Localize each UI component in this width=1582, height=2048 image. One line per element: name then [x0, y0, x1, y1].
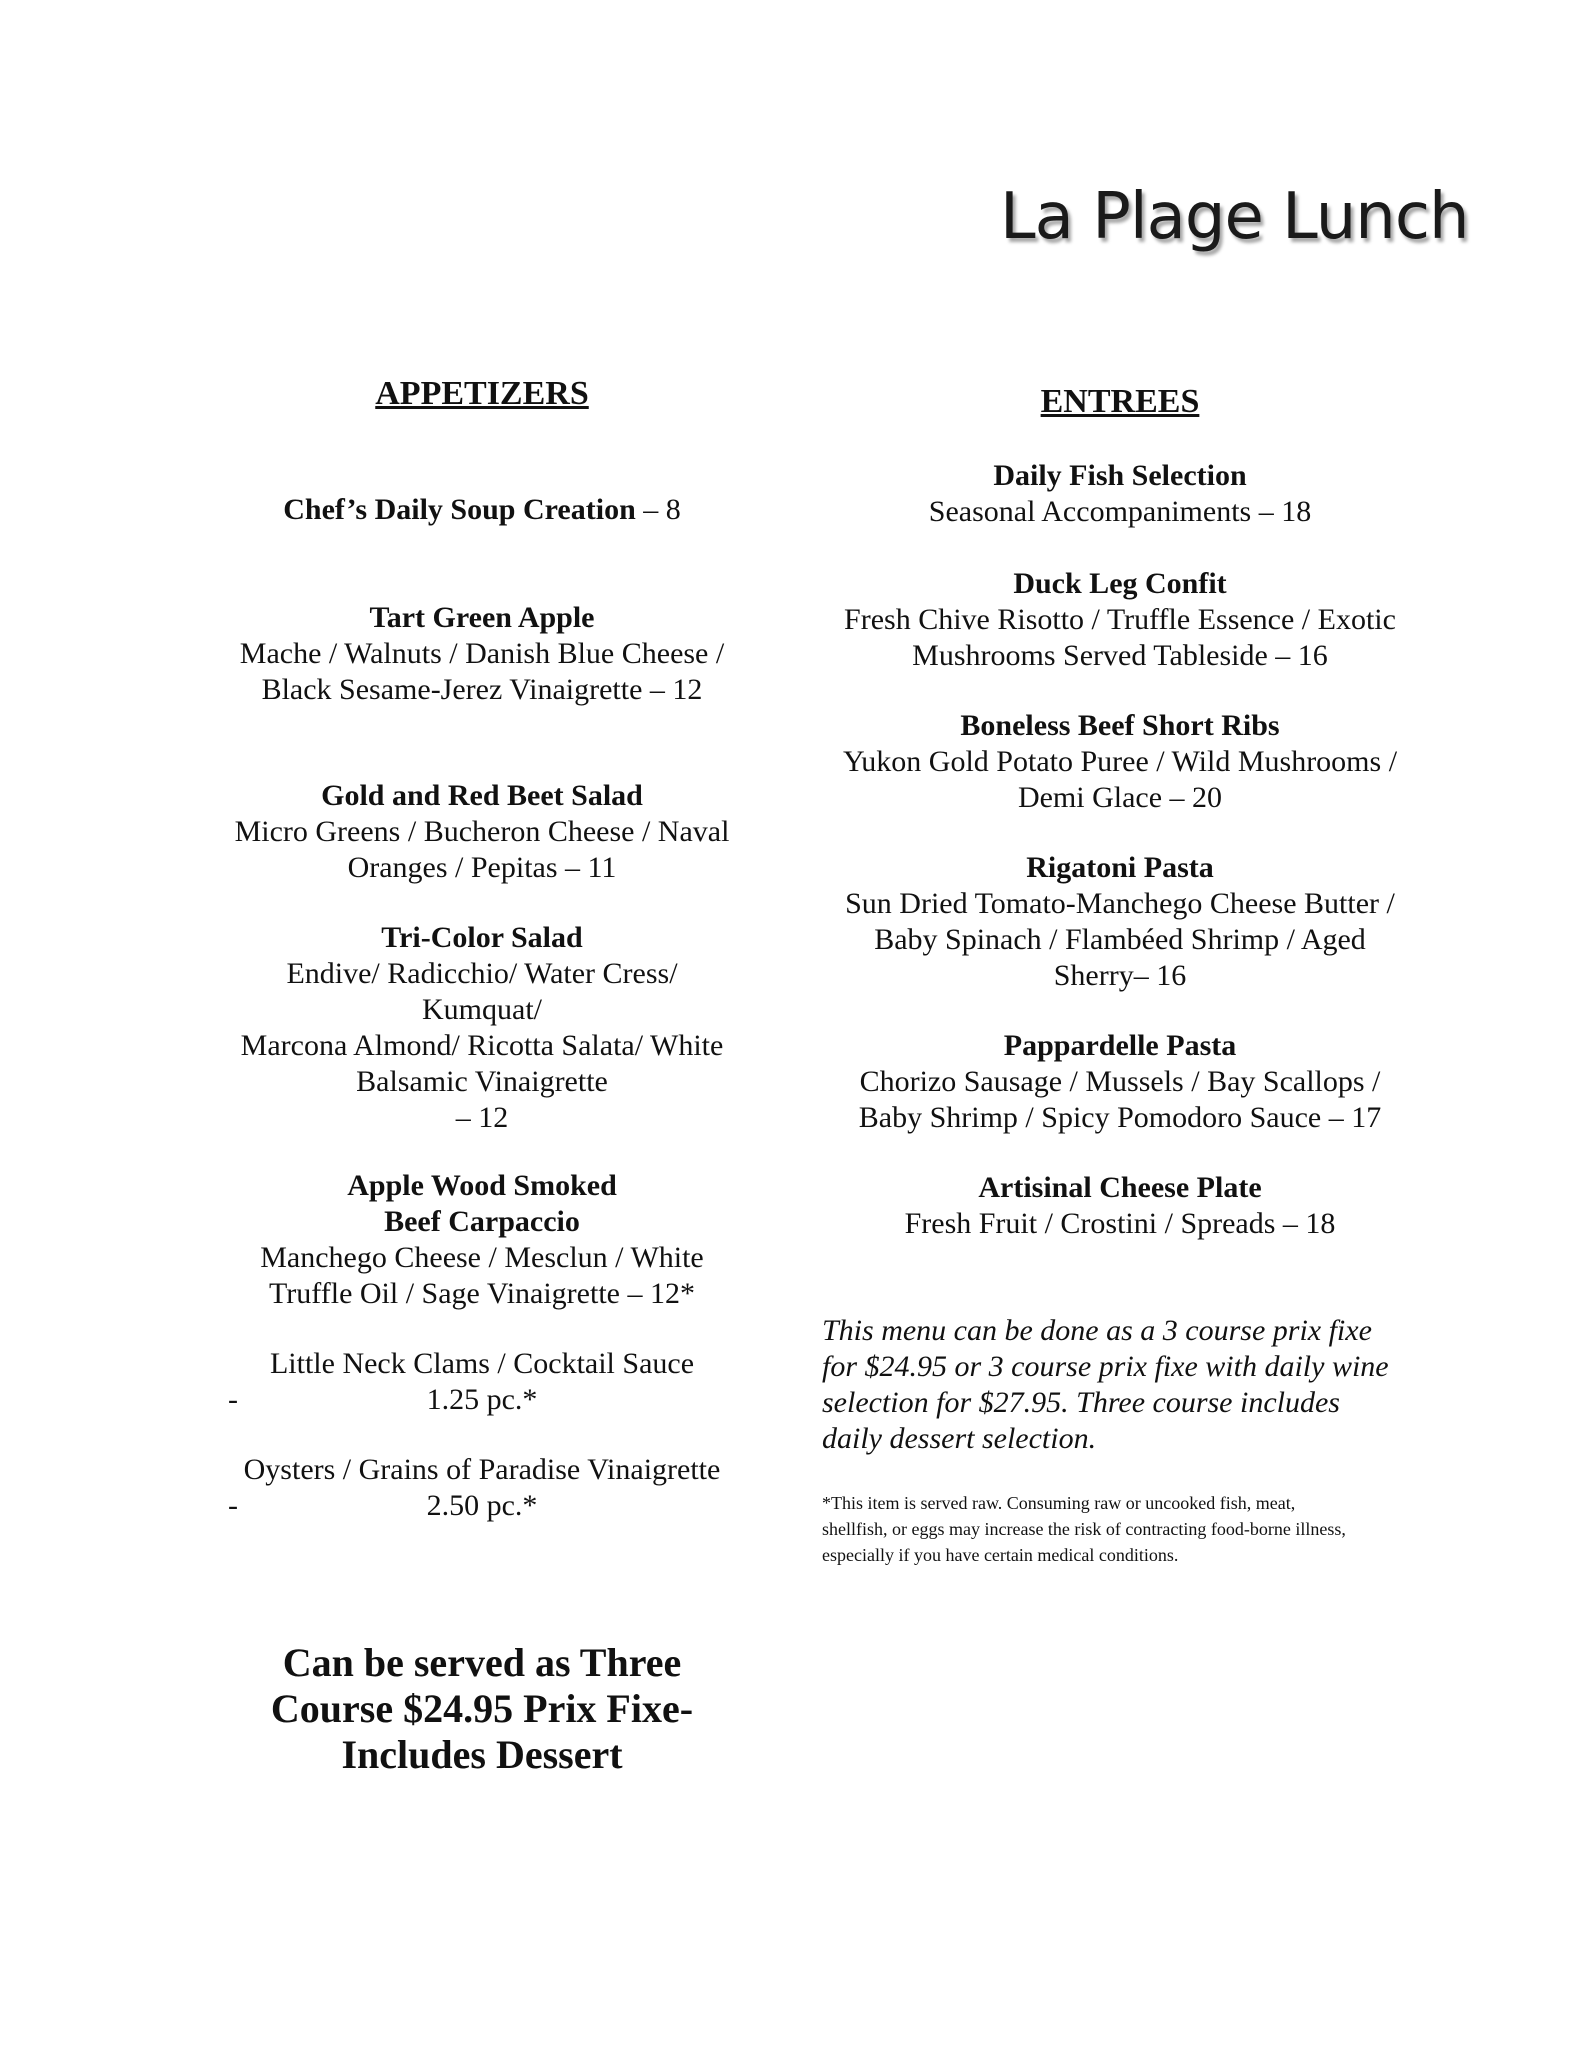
item-description: Little Neck Clams / Cocktail Sauce: [269, 1347, 695, 1380]
raw-food-warning: [822, 1490, 1432, 1568]
item-name: Artisinal Cheese Plate: [978, 1171, 1262, 1204]
item-description: Manchego Cheese / Mesclun / White: [260, 1241, 704, 1274]
entree-daily-fish: [820, 458, 1420, 530]
item-name: Beef Carpaccio: [384, 1205, 580, 1238]
dash-separator: -: [228, 1489, 238, 1522]
prix-fixe-note-line: daily dessert selection.: [822, 1422, 1097, 1455]
item-name: Boneless Beef Short Ribs: [960, 709, 1280, 742]
item-description: Marcona Almond/ Ricotta Salata/ White: [240, 1029, 724, 1062]
item-description: Demi Glace – 20: [1017, 781, 1223, 814]
appetizer-soup-price: – 8: [635, 493, 681, 526]
entree-duck-leg-confit: [820, 566, 1420, 674]
item-name: Duck Leg Confit: [1013, 567, 1227, 600]
item-description: Balsamic Vinaigrette: [356, 1065, 608, 1098]
item-name: Gold and Red Beet Salad: [321, 779, 643, 812]
item-name: Tart Green Apple: [369, 601, 595, 634]
item-description: Oysters / Grains of Paradise Vinaigrette: [243, 1453, 721, 1486]
entree-cheese-plate: [820, 1170, 1420, 1242]
item-description: Mushrooms Served Tableside – 16: [912, 639, 1328, 672]
item-name: Tri-Color Salad: [381, 921, 583, 954]
appetizer-soup-name: Chef’s Daily Soup Creation: [283, 493, 636, 526]
dash-separator: -: [228, 1383, 238, 1416]
item-description: Seasonal Accompaniments – 18: [928, 495, 1312, 528]
item-description: Baby Shrimp / Spicy Pomodoro Sauce – 17: [858, 1101, 1382, 1134]
menu-title: La Plage Lunch: [1000, 180, 1469, 254]
entrees-column: [820, 0, 1469, 2048]
item-description: Fresh Fruit / Crostini / Spreads – 18: [904, 1207, 1336, 1240]
raw-food-warning-line: *This item is served raw. Consuming raw or uncooked fish, meat,: [822, 1493, 1296, 1513]
appetizer-tri-color-salad: [222, 920, 742, 1136]
item-name: Daily Fish Selection: [993, 459, 1247, 492]
item-description: Oranges / Pepitas – 11: [347, 851, 617, 884]
footer-line: Can be served as Three: [282, 1640, 682, 1685]
item-price: 1.25 pc.*: [426, 1383, 538, 1416]
item-description: Chorizo Sausage / Mussels / Bay Scallops /: [859, 1065, 1381, 1098]
appetizer-beef-carpaccio: [222, 1168, 742, 1312]
item-description: Truffle Oil / Sage Vinaigrette – 12*: [269, 1277, 695, 1310]
prix-fixe-note-line: This menu can be done as a 3 course prix fixe: [822, 1314, 1372, 1347]
item-description: Mache / Walnuts / Danish Blue Cheese /: [239, 637, 725, 670]
item-name: Pappardelle Pasta: [1003, 1029, 1237, 1062]
entree-short-ribs: [820, 708, 1420, 816]
appetizer-clams: [222, 1346, 742, 1418]
item-description: Sherry– 16: [1053, 959, 1187, 992]
appetizer-oysters: [222, 1452, 742, 1524]
item-description: Endive/ Radicchio/ Water Cress/: [286, 957, 678, 990]
item-description: – 12: [455, 1101, 509, 1134]
item-name: Apple Wood Smoked: [347, 1169, 617, 1202]
prix-fixe-note-line: for $24.95 or 3 course prix fixe with daily wine: [822, 1350, 1389, 1383]
footer-line: Includes Dessert: [341, 1732, 623, 1777]
item-description: Yukon Gold Potato Puree / Wild Mushrooms /: [842, 745, 1398, 778]
item-price: 2.50 pc.*: [426, 1489, 538, 1522]
entree-rigatoni-pasta: [820, 850, 1420, 994]
entree-pappardelle-pasta: [820, 1028, 1420, 1136]
appetizer-tart-green-apple: [222, 600, 742, 708]
prix-fixe-footer: [222, 1640, 742, 1778]
item-description: Sun Dried Tomato-Manchego Cheese Butter /: [845, 887, 1395, 920]
item-description: Fresh Chive Risotto / Truffle Essence / Exotic: [844, 603, 1396, 636]
item-description: Baby Spinach / Flambéed Shrimp / Aged: [874, 923, 1366, 956]
appetizer-soup: [222, 492, 742, 528]
appetizers-heading: APPETIZERS: [375, 375, 589, 412]
item-description: Black Sesame-Jerez Vinaigrette – 12: [261, 673, 703, 706]
appetizer-beet-salad: [222, 778, 742, 886]
item-name: Rigatoni Pasta: [1026, 851, 1214, 884]
item-description: Micro Greens / Bucheron Cheese / Naval: [234, 815, 730, 848]
item-description: Kumquat/: [422, 993, 542, 1026]
entrees-heading: ENTREES: [1040, 383, 1200, 420]
raw-food-warning-line: shellfish, or eggs may increase the risk of contracting food-borne illness,: [822, 1519, 1346, 1539]
prix-fixe-note: [822, 1313, 1422, 1457]
footer-line: Course $24.95 Prix Fixe-: [270, 1686, 694, 1731]
raw-food-warning-line: especially if you have certain medical conditions.: [822, 1545, 1179, 1565]
prix-fixe-note-line: selection for $27.95. Three course includes: [822, 1386, 1340, 1419]
